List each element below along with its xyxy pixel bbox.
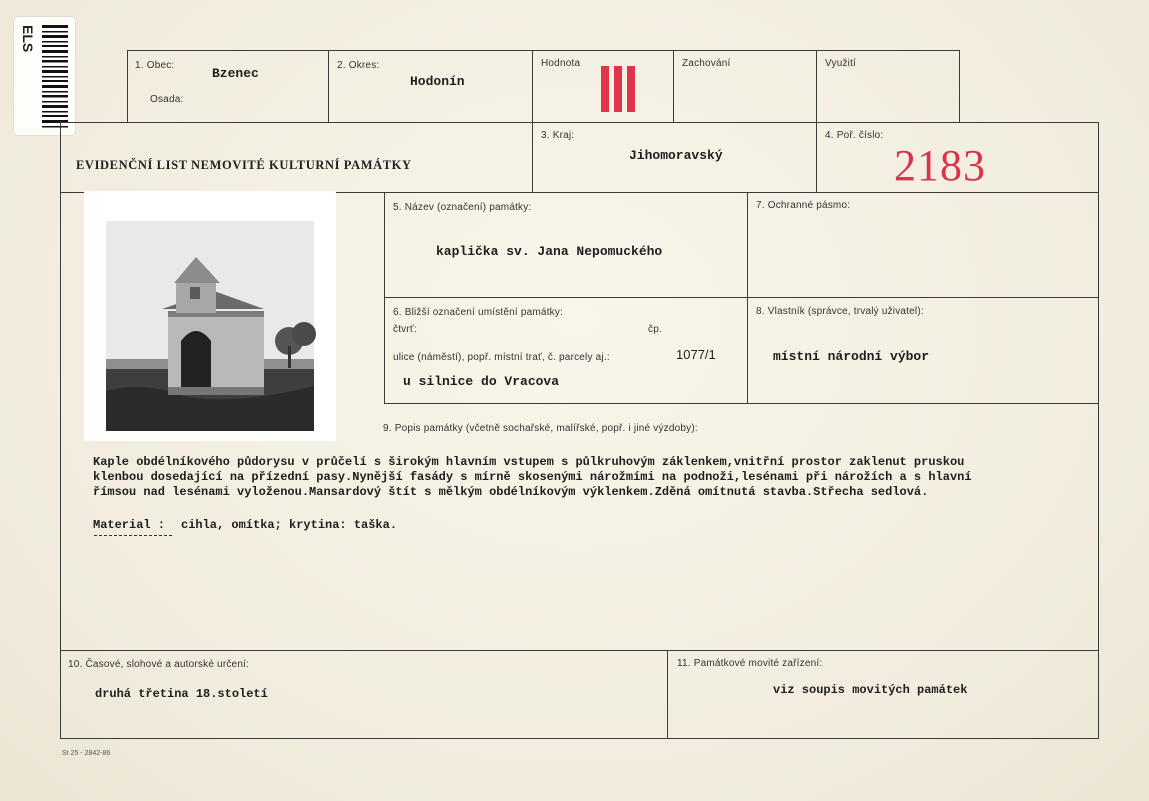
hodnota-stroke <box>601 66 609 112</box>
por-cislo-value: 2183 <box>894 141 986 190</box>
obec-value: Bzenec <box>212 66 259 81</box>
popis-label: 9. Popis památky (včetně sochařské, malířské, popř. i jiné výzdoby): <box>383 423 698 434</box>
ulice-label: ulice (náměstí), popř. místní trať, č. parcely aj.: <box>393 352 610 363</box>
hodnota-stroke <box>614 66 622 112</box>
barcode-sticker <box>14 17 75 135</box>
movite-value: viz soupis movitých památek <box>773 683 968 697</box>
okres-value: Hodonín <box>410 74 465 89</box>
form-code: St 25 - 2842-86 <box>62 750 111 757</box>
nazev-label: 5. Název (označení) památky: <box>393 202 532 213</box>
vyuziti-label: Využití <box>825 58 857 69</box>
umisteni-label: 6. Bližší označení umístění památky: <box>393 307 564 318</box>
popis-line: římsou nad lesénami vyloženou.Mansardový štít s mělkým obdélníkovým výklenkem.Zděná omítnutá stavba.Střecha sedlová. <box>93 485 929 499</box>
obec-label: 1. Obec: <box>135 60 175 71</box>
vlastnik-value: místní národní výbor <box>773 349 930 364</box>
ctvrt-label: čtvrť: <box>393 324 417 335</box>
chapel-photo <box>84 191 336 441</box>
nazev-value: kaplička sv. Jana Nepomuckého <box>436 244 663 259</box>
casove-label: 10. Časové, slohové a autorské určení: <box>68 659 250 670</box>
popis-line: Kaple obdélníkového půdorysu v průčelí s širokým hlavním vstupem s půlkruhovým záklenkem,vnitřní prostor zaklenut pruskou <box>93 455 965 469</box>
hodnota-stroke <box>627 66 635 112</box>
casove-value: druhá třetina 18.století <box>95 687 268 701</box>
material-underline <box>94 535 172 536</box>
document-title: EVIDENČNÍ LIST NEMOVITÉ KULTURNÍ PAMÁTKY <box>76 158 412 172</box>
osada-label: Osada: <box>150 94 184 105</box>
material-label: Material : <box>93 518 166 532</box>
zachovani-label: Zachování <box>682 58 731 69</box>
kraj-label: 3. Kraj: <box>541 130 575 141</box>
material-value: cihla, omítka; krytina: taška. <box>181 518 398 532</box>
barcode-icon <box>42 23 68 129</box>
por-cislo-label: 4. Poř. číslo: <box>825 130 884 141</box>
sticker-code: ELS <box>20 25 36 53</box>
hodnota-stamp <box>601 66 635 112</box>
hodnota-label: Hodnota <box>541 58 581 69</box>
okres-label: 2. Okres: <box>337 60 380 71</box>
cp-label: čp. <box>648 324 662 335</box>
movite-label: 11. Památkové movité zařízení: <box>677 658 823 669</box>
ochranne-pasmo-label: 7. Ochranné pásmo: <box>756 200 851 211</box>
kraj-value: Jihomoravský <box>629 148 723 163</box>
misto-value: u silnice do Vracova <box>403 374 560 389</box>
vlastnik-label: 8. Vlastník (správce, trvalý uživatel): <box>756 306 924 317</box>
parcela-value: 1077/1 <box>676 347 716 362</box>
popis-line: klenbou dosedající na přízední pasy.Nynější fasády s mírně skosenými nárožmími na podnoži,lesénami při nárožích a s hlavní <box>93 470 972 484</box>
